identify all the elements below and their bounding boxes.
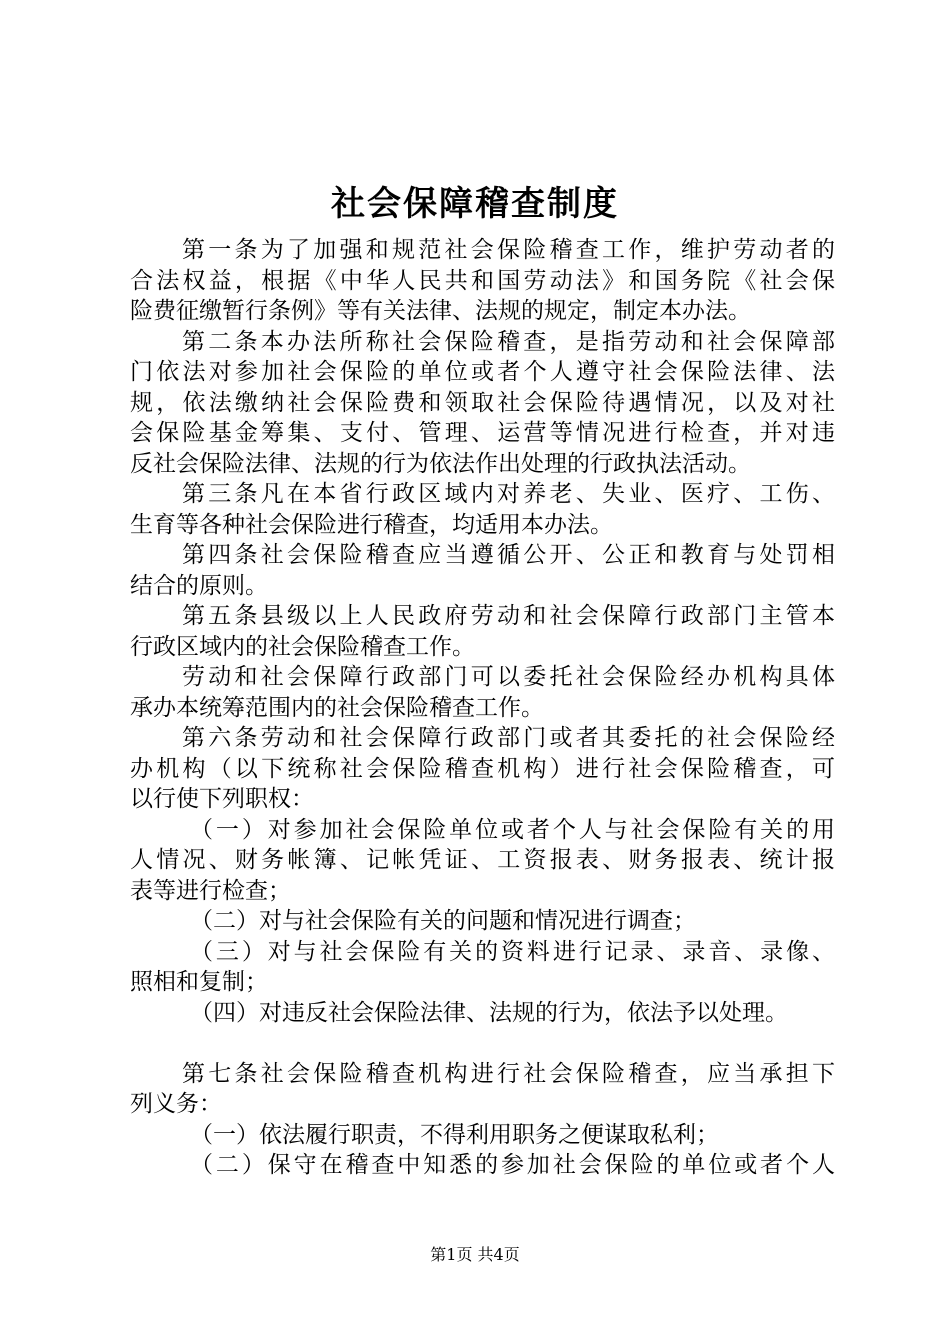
list-item-line: 人情况、财务帐簿、记帐凭证、工资报表、财务报表、统计报 bbox=[130, 847, 835, 873]
list-item-line: （一）对参加社会保险单位或者个人与社会保险有关的用 bbox=[190, 816, 835, 843]
paragraph-line: 第四条社会保险稽查应当遵循公开、公正和教育与处罚相 bbox=[182, 542, 835, 568]
paragraph-line: 合法权益，根据《中华人民共和国劳动法》和国务院《社会保 bbox=[130, 267, 835, 294]
list-item-line: （二）保守在稽查中知悉的参加社会保险的单位或者个人 bbox=[190, 1152, 835, 1178]
paragraph-line: 险费征缴暂行条例》等有关法律、法规的规定，制定本办法。 bbox=[130, 298, 751, 324]
paragraph-line: 劳动和社会保障行政部门可以委托社会保险经办机构具体 bbox=[182, 664, 835, 690]
list-item-line: 表等进行检查； bbox=[130, 877, 291, 904]
blank-line bbox=[130, 1028, 835, 1059]
paragraph-line: 承办本统筹范围内的社会保险稽查工作。 bbox=[130, 694, 544, 721]
paragraph-line: 列义务： bbox=[130, 1091, 222, 1117]
page-number-footer: 第1页 共4页 bbox=[430, 1245, 520, 1264]
list-item-line: （三）对与社会保险有关的资料进行记录、录音、录像、 bbox=[190, 938, 835, 965]
list-item-line: 照相和复制； bbox=[130, 969, 268, 995]
paragraph-line: 办机构（以下统称社会保险稽查机构）进行社会保险稽查，可 bbox=[130, 755, 835, 782]
list-item-line: （一）依法履行职责，不得利用职务之便谋取私利； bbox=[190, 1121, 719, 1148]
document-body bbox=[130, 235, 835, 1181]
paragraph-line: 第七条社会保险稽查机构进行社会保险稽查，应当承担下 bbox=[182, 1060, 835, 1087]
list-item-line: （二）对与社会保险有关的问题和情况进行调查； bbox=[190, 908, 696, 934]
paragraph-line: 规，依法缴纳社会保险费和领取社会保险待遇情况，以及对社 bbox=[130, 389, 835, 416]
paragraph-line: 以行使下列职权： bbox=[130, 786, 314, 812]
paragraph-line: 会保险基金筹集、支付、管理、运营等情况进行检查，并对违 bbox=[130, 420, 835, 446]
paragraph-line: 结合的原则。 bbox=[130, 572, 268, 599]
paragraph-line: 反社会保险法律、法规的行为依法作出处理的行政执法活动。 bbox=[130, 450, 751, 477]
paragraph-line: 第六条劳动和社会保障行政部门或者其委托的社会保险经 bbox=[182, 725, 835, 751]
page-title: 社会保障稽查制度 bbox=[331, 184, 619, 224]
paragraph-line: 行政区域内的社会保险稽查工作。 bbox=[130, 633, 475, 660]
paragraph-line: 第一条为了加强和规范社会保险稽查工作，维护劳动者的 bbox=[182, 237, 835, 263]
paragraph-line: 第二条本办法所称社会保险稽查，是指劳动和社会保障部 bbox=[182, 328, 835, 355]
list-item-line: （四）对违反社会保险法律、法规的行为，依法予以处理。 bbox=[190, 999, 788, 1026]
paragraph-line: 生育等各种社会保险进行稽查，均适用本办法。 bbox=[130, 511, 613, 538]
paragraph-line: 第五条县级以上人民政府劳动和社会保障行政部门主管本 bbox=[182, 603, 835, 629]
paragraph-line: 门依法对参加社会保险的单位或者个人遵守社会保险法律、法 bbox=[130, 359, 835, 385]
paragraph-line: 第三条凡在本省行政区域内对养老、失业、医疗、工伤、 bbox=[182, 481, 835, 507]
